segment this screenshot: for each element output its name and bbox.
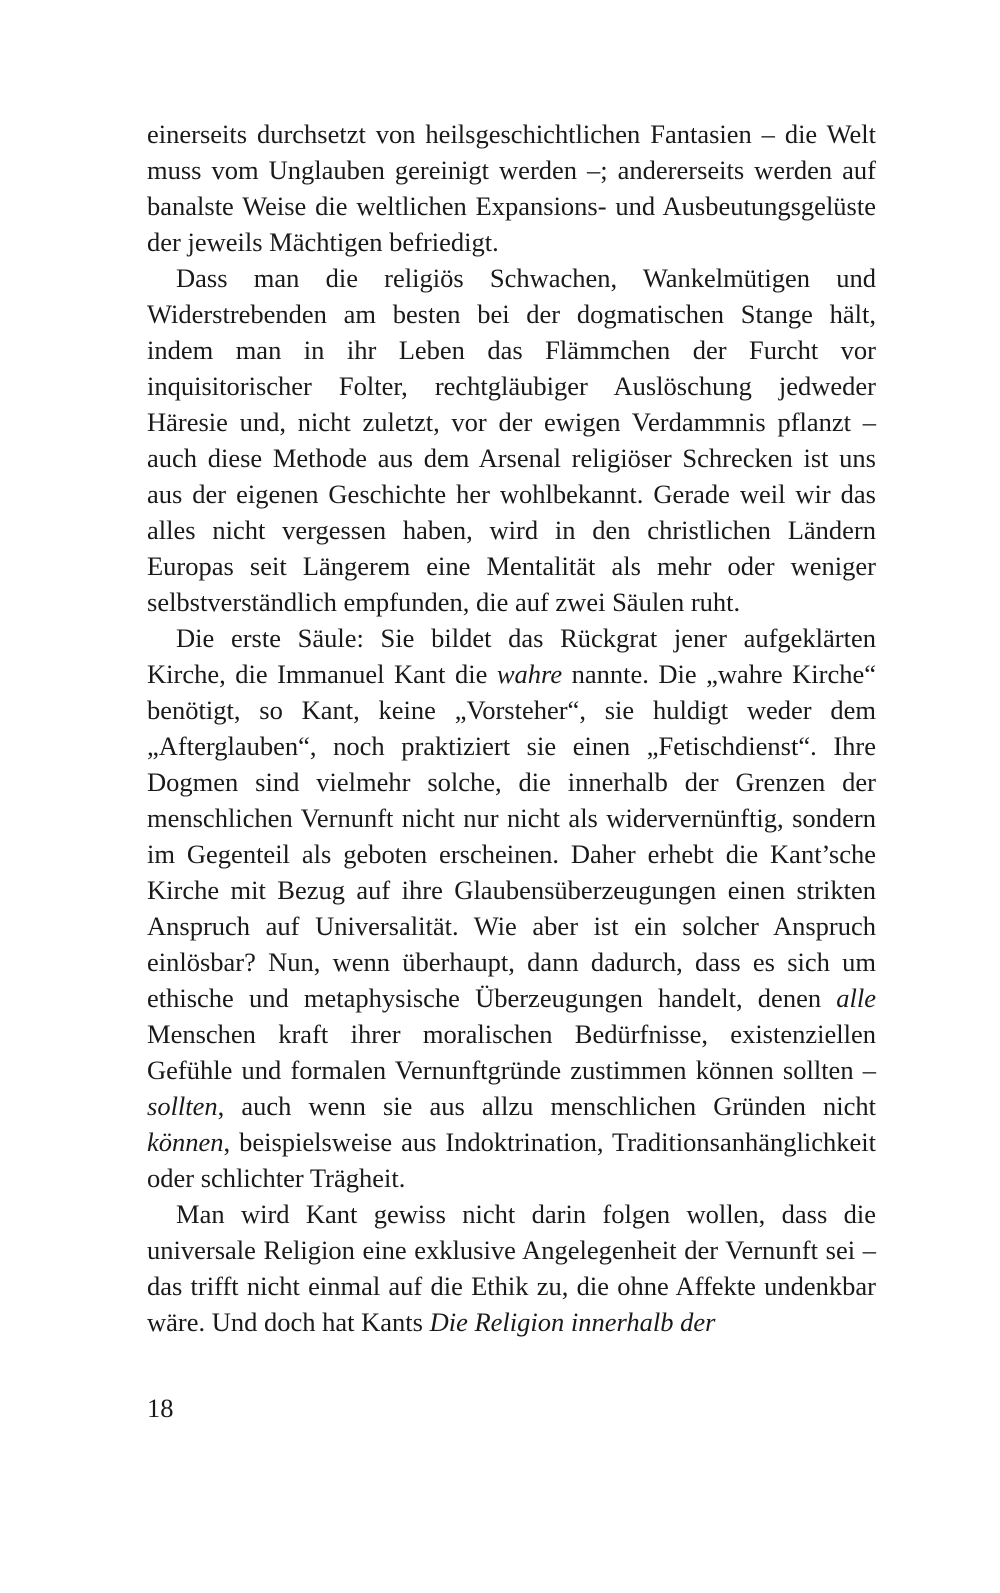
- paragraph-2-text: Dass man die religiös Schwachen, Wankelmütigen und Widerstrebenden am besten bei der dogmatischen Stange hält, indem man in ihr Leben das Flämmchen der Furcht vor inquisitorischer Folter, rechtgläubiger Auslöschung jedweder Häresie und, nicht zuletzt, vor der ewigen Verdammnis pflanzt – auch diese Methode aus dem Arsenal religiöser Schrecken ist uns aus der eigenen Geschichte her wohlbekannt. Gerade weil wir das alles nicht vergessen haben, wird in den christlichen Ländern Europas seit Längerem eine Mentalität als mehr oder weniger selbstverständlich empfunden, die auf zwei Säulen ruht.: [147, 263, 876, 617]
- page-body: [147, 116, 876, 1340]
- paragraph-3-text-3: Menschen kraft ihrer moralischen Bedürfnisse, existenziellen Gefühle und formalen Vernunftgründe zustimmen können sollten –: [147, 1019, 876, 1085]
- paragraph-3-text-4: , auch wenn sie aus allzu menschlichen Gründen nicht: [217, 1091, 876, 1121]
- paragraph-4: [147, 1196, 876, 1340]
- paragraph-1-text: einerseits durchsetzt von heilsgeschichtlichen Fantasien – die Welt muss vom Unglauben gereinigt werden –; andererseits werden auf banalste Weise die weltlichen Expansions- und Ausbeutungsgelüste der jeweils Mächtigen befriedigt.: [147, 119, 876, 257]
- paragraph-4-text-1: Man wird Kant gewiss nicht darin folgen wollen, dass die universale Religion eine exklusive Angelegenheit der Vernunft sei – das trifft nicht einmal auf die Ethik zu, die ohne Affekte undenkbar wäre. Und doch hat Kants: [147, 1199, 876, 1337]
- paragraph-3-text-1: Die erste Säule: Sie bildet das Rückgrat jener aufgeklärten Kirche, die Immanuel Kant die: [147, 623, 876, 689]
- paragraph-3-italic-alle: alle: [836, 983, 876, 1013]
- paragraph-3-italic-sollten: sollten: [147, 1091, 218, 1121]
- paragraph-4-italic-title: Die Religion innerhalb der: [429, 1307, 716, 1337]
- paragraph-3-text-5: , beispielsweise aus Indoktrination, Traditionsanhänglichkeit oder schlichter Trägheit.: [147, 1127, 876, 1193]
- page-number: 18: [147, 1393, 174, 1423]
- paragraph-3: [147, 620, 876, 1196]
- paragraph-3-italic-wahre: wahre: [496, 659, 563, 689]
- paragraph-2: [147, 260, 876, 620]
- paragraph-3-italic-koennen: können: [147, 1127, 224, 1157]
- paragraph-1: [147, 116, 876, 260]
- paragraph-3-text-2: nannte. Die „wahre Kirche“ benötigt, so Kant, keine „Vorsteher“, sie huldigt weder dem „Afterglauben“, noch praktiziert sie einen „Fetischdienst“. Ihre Dogmen sind vielmehr solche, die innerhalb der Grenzen der menschlichen Vernunft nicht nur nicht als widervernünftig, sondern im Gegenteil als geboten erscheinen. Daher erhebt die Kant’sche Kirche mit Bezug auf ihre Glaubensüberzeugungen einen strikten Anspruch auf Universalität. Wie aber ist ein solcher Anspruch einlösbar? Nun, wenn überhaupt, dann dadurch, dass es sich um ethische und metaphysische Überzeugungen handelt, denen: [147, 659, 876, 1013]
